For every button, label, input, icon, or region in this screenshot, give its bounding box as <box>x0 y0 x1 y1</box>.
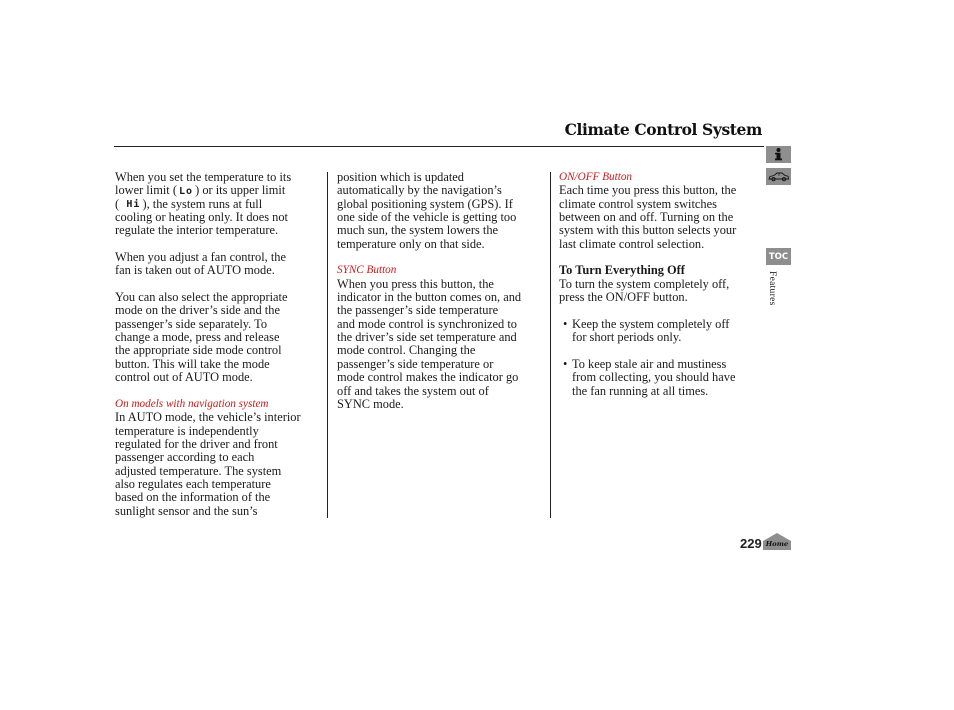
text-line: much sun, the system lowers the <box>337 223 499 238</box>
text-fragment: ) or its upper limit <box>195 183 286 198</box>
mode-select-paragraph <box>115 291 301 384</box>
turn-off-paragraph <box>559 278 736 305</box>
text-fragment: ), the system runs at full <box>142 196 263 211</box>
text-line: for short periods only. <box>572 330 682 345</box>
turn-everything-off-heading: To Turn Everything Off <box>559 263 685 278</box>
info-button[interactable] <box>766 146 791 163</box>
text-line: You can also select the appropriate <box>115 290 288 305</box>
column-1 <box>115 171 301 518</box>
tips-list <box>559 318 736 398</box>
sync-button-heading: SYNC Button <box>337 264 397 277</box>
car-icon <box>766 168 791 185</box>
text-line <box>115 184 301 197</box>
text-line: regulate the interior temperature. <box>115 223 279 238</box>
auto-mode-paragraph <box>115 411 301 518</box>
text-line: off and takes the system out of <box>337 383 489 398</box>
text-fragment: ( <box>115 196 120 211</box>
text-line: one side of the vehicle is getting too <box>337 210 517 225</box>
text-line: To keep stale air and mustiness <box>572 356 727 371</box>
text-line: the appropriate side mode control <box>115 343 282 358</box>
text-line: adjusted temperature. The system <box>115 463 282 478</box>
text-line: When you press this button, the <box>337 276 494 291</box>
section-tab-features[interactable]: Features <box>767 271 777 306</box>
text-line: indicator in the button comes on, and <box>337 290 522 305</box>
list-item <box>559 318 736 345</box>
text-line: mode on the driver’s side and the <box>115 303 280 318</box>
bullet-icon: • <box>563 316 568 331</box>
text-line: temperature is independently <box>115 423 259 438</box>
home-button[interactable] <box>763 533 791 550</box>
onoff-paragraph <box>559 184 736 251</box>
page-number: 229 <box>740 536 762 551</box>
text-line: passenger’s side temperature or <box>337 356 494 371</box>
text-line: When you set the temperature to its <box>115 170 292 184</box>
text-line: control out of AUTO mode. <box>115 370 253 385</box>
text-line: based on the information of the <box>115 490 271 505</box>
text-line: also regulates each temperature <box>115 476 271 491</box>
text-line: SYNC mode. <box>337 396 404 411</box>
fan-control-paragraph <box>115 251 301 278</box>
text-line: automatically by the navigation’s <box>337 183 502 198</box>
text-line: last climate control selection. <box>559 236 705 251</box>
text-line: between on and off. Turning on the <box>559 210 734 225</box>
text-line: regulated for the driver and front <box>115 436 278 451</box>
text-line: mode control makes the indicator go <box>337 370 519 385</box>
home-label: Home <box>765 540 789 548</box>
text-line: the passenger’s side temperature <box>337 303 499 318</box>
text-line: global positioning system (GPS). If <box>337 196 513 211</box>
text-line: fan is taken out of AUTO mode. <box>115 263 275 278</box>
list-item <box>559 358 736 398</box>
navigation-models-note: On models with navigation system <box>115 397 269 410</box>
sync-paragraph <box>337 278 521 411</box>
vehicle-index-button[interactable] <box>766 168 791 185</box>
column-divider <box>327 172 328 518</box>
info-icon <box>766 146 791 163</box>
onoff-button-heading: ON/OFF Button <box>559 171 633 183</box>
text-line: passenger according to each <box>115 450 255 465</box>
temperature-limit-paragraph <box>115 171 301 238</box>
text-line: sunlight sensor and the sun’s <box>115 503 258 518</box>
text-line: and mode control is synchronized to <box>337 316 517 331</box>
column-3 <box>559 171 736 411</box>
hi-display-symbol: Hi <box>126 198 141 210</box>
text-line <box>115 198 301 211</box>
text-line: temperature only on that side. <box>337 236 485 251</box>
text-line: button. This will take the mode <box>115 356 270 371</box>
text-line: change a mode, press and release <box>115 330 280 345</box>
column-divider <box>550 172 551 518</box>
text-line: When you adjust a fan control, the <box>115 250 287 265</box>
text-line: the fan running at all times. <box>572 383 709 398</box>
header-rule <box>114 146 764 147</box>
text-line: Keep the system completely off <box>572 316 730 331</box>
lo-display-symbol: Lo <box>179 185 194 197</box>
gps-paragraph <box>337 171 521 251</box>
page-title: Climate Control System <box>564 120 762 139</box>
text-line: the driver’s side set temperature and <box>337 330 517 345</box>
toc-button[interactable]: TOC <box>766 248 791 265</box>
text-line: passenger’s side separately. To <box>115 316 268 331</box>
text-line: cooling or heating only. It does not <box>115 210 288 225</box>
text-line: climate control system switches <box>559 196 717 211</box>
text-line: In AUTO mode, the vehicle’s interior <box>115 410 301 425</box>
text-line: position which is updated <box>337 170 464 184</box>
text-line: To turn the system completely off, <box>559 276 730 291</box>
text-line: mode control. Changing the <box>337 343 476 358</box>
text-line: press the ON/OFF button. <box>559 290 688 305</box>
text-line: from collecting, you should have <box>572 370 736 385</box>
column-2 <box>337 171 521 411</box>
text-line: Each time you press this button, the <box>559 183 737 198</box>
bullet-icon: • <box>563 356 568 371</box>
text-line: system with this button selects your <box>559 223 737 238</box>
text-fragment: lower limit ( <box>115 183 177 198</box>
